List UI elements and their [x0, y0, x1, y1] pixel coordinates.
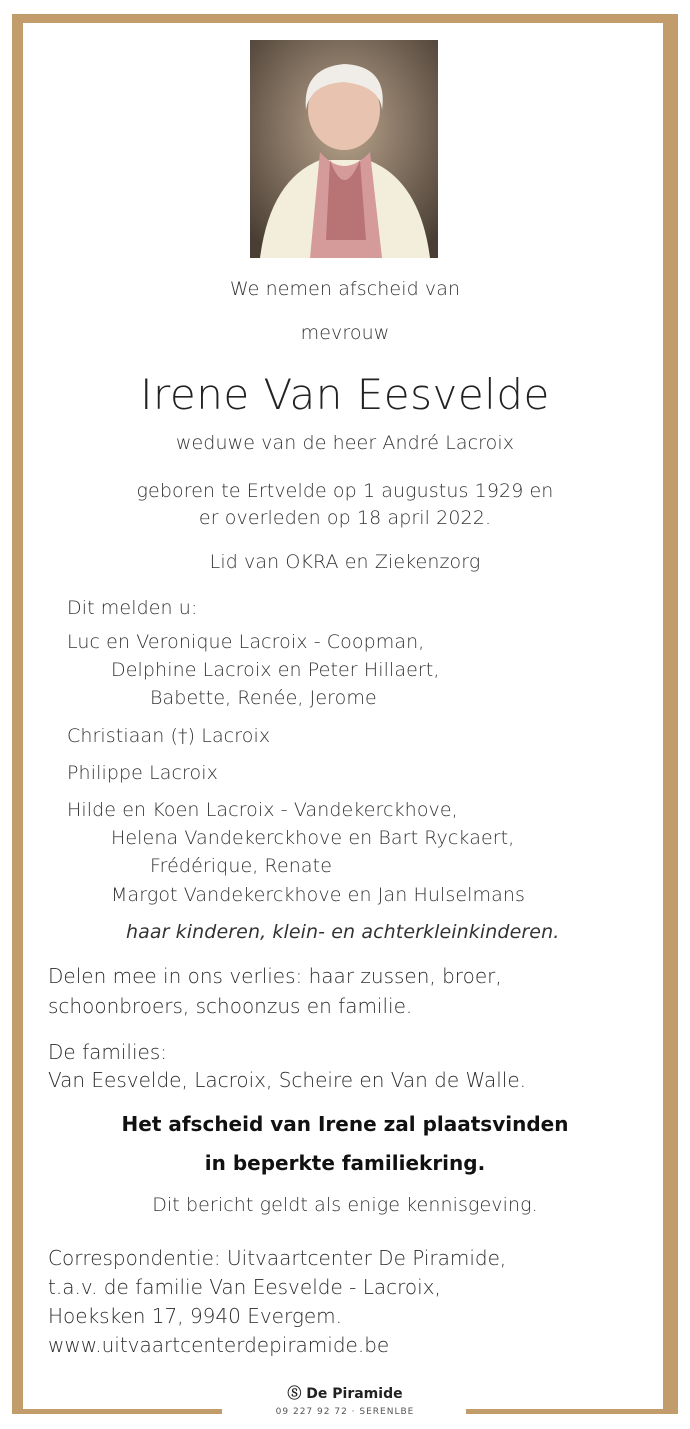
families-label: De families:: [48, 1040, 167, 1064]
announcer-line: Delphine Lacroix en Peter Hillaert,: [111, 659, 440, 681]
logo-subtext: 09 227 92 72 · SERENLBE: [275, 1407, 415, 1417]
membership: Lid van OKRA en Ziekenzorg: [209, 551, 481, 573]
announcer-line: Helena Vandekerckhove en Bart Ryckaert,: [111, 827, 515, 849]
deceased-name: Irene Van Eesvelde: [140, 370, 550, 419]
logo-text: De Piramide: [306, 1386, 403, 1402]
intro-text: We nemen afscheid van: [229, 278, 461, 300]
website-link[interactable]: www.uitvaartcenterdepiramide.be: [48, 1333, 390, 1357]
relation-line: haar kinderen, klein- en achterkleinkinderen.: [126, 921, 560, 943]
portrait-photo: [250, 40, 438, 258]
families-names: Van Eesvelde, Lacroix, Scheire en Van de Walle.: [48, 1068, 527, 1092]
logo-mark-icon: Ⓢ: [287, 1386, 307, 1402]
birth-line: geboren te Ertvelde op 1 augustus 1929 en: [136, 480, 554, 502]
announcer-line: Philippe Lacroix: [67, 762, 219, 784]
announcer-line: Christiaan (†) Lacroix: [67, 725, 271, 747]
announcer-line: Hilde en Koen Lacroix - Vandekerckhove,: [67, 799, 458, 821]
widow-of: weduwe van de heer André Lacroix: [175, 432, 515, 454]
farewell-line: Het afscheid van Irene zal plaatsvinden: [121, 1112, 569, 1136]
correspondence-line: Correspondentie: Uitvaartcenter De Piramide,: [48, 1246, 507, 1270]
correspondence-line: Hoeksken 17, 9940 Evergem.: [48, 1304, 343, 1328]
shared-loss-line: Delen mee in ons verlies: haar zussen, broer,: [48, 964, 502, 988]
death-line: er overleden op 18 april 2022.: [198, 507, 492, 529]
announcer-line: Babette, Renée, Jerome: [150, 687, 377, 709]
shared-loss-line: schoonbroers, schoonzus en familie.: [48, 994, 413, 1018]
farewell-line: in beperkte familiekring.: [204, 1151, 486, 1175]
announcer-line: Margot Vandekerckhove en Jan Hulselmans: [111, 884, 526, 906]
announcer-line: Luc en Veronique Lacroix - Coopman,: [67, 631, 425, 653]
notice-text: Dit bericht geldt als enige kennisgeving.: [152, 1194, 538, 1216]
correspondence-line: t.a.v. de familie Van Eesvelde - Lacroix,: [48, 1275, 441, 1299]
announcer-line: Frédérique, Renate: [150, 855, 333, 877]
funeral-home-logo: [0, 1383, 690, 1403]
announcers-intro: Dit melden u:: [67, 597, 198, 619]
title-text: mevrouw: [300, 322, 390, 344]
